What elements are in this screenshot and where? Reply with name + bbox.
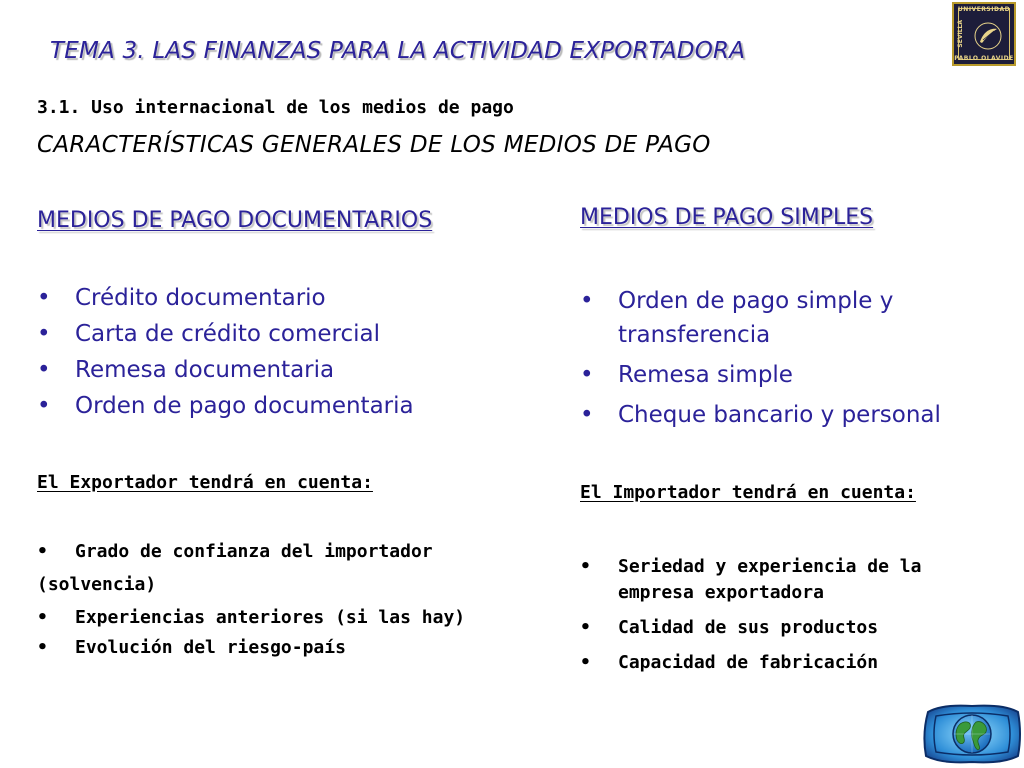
list-item [580,554,1000,606]
exporter-considerations-list [37,537,557,663]
list-item-text: Carta de crédito comercial [75,321,380,347]
bullet-icon: • [580,652,591,673]
list-item [580,284,1000,352]
list-item-text: Cheque bancario y personal [618,402,941,428]
section-heading: 3.1. Uso internacional de los medios de pago [37,97,514,118]
documentary-payment-heading: MEDIOS DE PAGO DOCUMENTARIOS [37,208,433,233]
list-item-text: Remesa simple [618,362,793,388]
list-item [37,388,557,424]
list-item-continuation: (solvencia) [37,574,157,595]
documentary-payment-list [37,280,557,424]
list-item-text: Experiencias anteriores (si las hay) [75,607,466,628]
list-item [580,358,1000,392]
bullet-icon: • [580,288,594,314]
simple-payment-heading: MEDIOS DE PAGO SIMPLES [580,205,874,230]
list-item [37,352,557,388]
university-seal-icon [972,20,1004,52]
list-item-text: Orden de pago documentaria [75,393,414,419]
university-logo [952,2,1016,66]
globe-icon[interactable] [922,702,1022,766]
list-item [37,633,557,663]
list-item-text: Crédito documentario [75,285,326,311]
list-item [37,316,557,352]
list-item [37,603,557,633]
logo-side-text: SEVILLA [957,20,964,48]
importer-considerations-list [580,554,1000,685]
list-item-text: Seriedad y experiencia de la empresa exportadora [618,556,922,603]
bullet-icon: • [37,321,51,347]
section-subtitle: CARACTERÍSTICAS GENERALES DE LOS MEDIOS DE PAGO [37,132,711,158]
bullet-icon: • [580,362,594,388]
importer-consider-label: El Importador tendrá en cuenta: [580,482,916,503]
list-item-text: Calidad de sus productos [618,617,879,638]
logo-top-text: UNIVERSIDAD [957,6,1011,13]
list-item-text: Capacidad de fabricación [618,652,879,673]
bullet-icon: • [37,637,48,658]
bullet-icon: • [580,617,591,638]
bullet-icon: • [37,607,48,628]
simple-payment-list [580,284,1000,438]
slide-title: TEMA 3. LAS FINANZAS PARA LA ACTIVIDAD EXPORTADORA [50,38,746,64]
list-item [580,398,1000,432]
exporter-consider-label: El Exportador tendrá en cuenta: [37,472,373,493]
list-item-text: Evolución del riesgo-país [75,637,346,658]
list-item [580,615,1000,641]
bullet-icon: • [37,357,51,383]
bullet-icon: • [37,393,51,419]
list-item-text: Orden de pago simple y transferencia [618,288,894,348]
list-item-text: Remesa documentaria [75,357,335,383]
bullet-icon: • [580,556,591,577]
bullet-icon: • [37,541,48,562]
list-item [580,650,1000,676]
list-item-text: Grado de confianza del importador [75,541,433,562]
bullet-icon: • [37,285,51,311]
list-item [37,280,557,316]
bullet-icon: • [580,402,594,428]
list-item [37,537,557,567]
logo-bottom-text: PABLO OLAVIDE [954,55,1014,62]
